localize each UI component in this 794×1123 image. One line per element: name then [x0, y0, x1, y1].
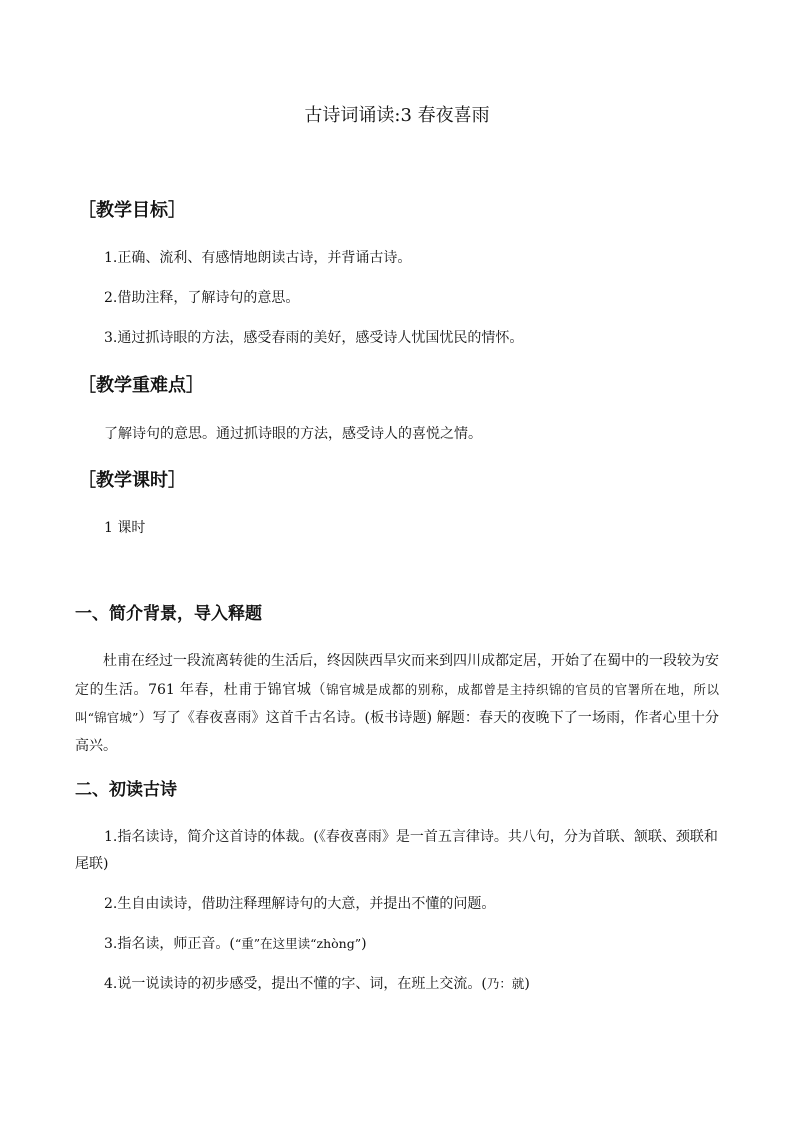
section-1-paragraph-part1: 杜甫在经过一段流离转徙的生活后，终因陕西旱灾而来到四川成都定居，开始了在蜀中的一段较为安定的生活。761 年春，杜甫于锦官城（ — [75, 653, 719, 698]
objectives-heading: ［教学目标］ — [78, 200, 186, 221]
section-2-item-3-note: “重”在这里读“zhòng” — [234, 936, 362, 951]
objective-item-2: 2.借助注释，了解诗句的意思。 — [104, 290, 300, 306]
section-2-item-4-text: 4.说一说读诗的初步感受，提出不懂的字、词，在班上交流。( — [104, 976, 487, 992]
section-2-item-2: 2.生自由读诗，借助注释理解诗句的大意，并提出不懂的问题。 — [104, 896, 496, 912]
document-title: 古诗词诵读:3 春夜喜雨 — [304, 105, 490, 126]
key-points-text: 了解诗句的意思。通过抓诗眼的方法，感受诗人的喜悦之情。 — [104, 426, 482, 442]
section-2-item-4-note: 乃：就 — [486, 976, 525, 991]
section-2-item-1: 1.指名读诗，简介这首诗的体裁。(《春夜喜雨》是一首五言律诗。共八句，分为首联、颔联、颈联和尾联) — [75, 829, 718, 872]
class-hours-text: 1 课时 — [104, 520, 146, 536]
section-2-item-3-end: ) — [361, 936, 367, 952]
section-1-paragraph — [75, 648, 719, 760]
section-2-item-3-text: 3.指名读，师正音。( — [104, 936, 235, 952]
section-2-item-4 — [104, 974, 530, 994]
section-2-item-4-end: ) — [524, 976, 530, 992]
objective-item-1: 1.正确、流利、有感情地朗读古诗，并背诵古诗。 — [104, 250, 412, 266]
objective-item-3: 3.通过抓诗眼的方法，感受春雨的美好，感受诗人忧国忧民的情怀。 — [104, 330, 524, 346]
section-2-item-3 — [104, 934, 367, 954]
class-hours-heading: ［教学课时］ — [78, 470, 186, 491]
section-1-heading: 一、简介背景，导入释题 — [75, 604, 262, 624]
section-2-heading: 二、初读古诗 — [75, 780, 177, 800]
section-1-paragraph-part2: ）写了《春夜喜雨》这首千古名诗。(板书诗题) 解题：春天的夜晚下了一场雨，作者心里十分高兴。 — [75, 710, 719, 754]
section-1-paragraph-note: 锦官城是成都的别称，成都曾是主持织锦的官员的官署所在地，所以叫“锦官城” — [75, 681, 719, 725]
key-points-heading: ［教学重难点］ — [78, 375, 204, 396]
